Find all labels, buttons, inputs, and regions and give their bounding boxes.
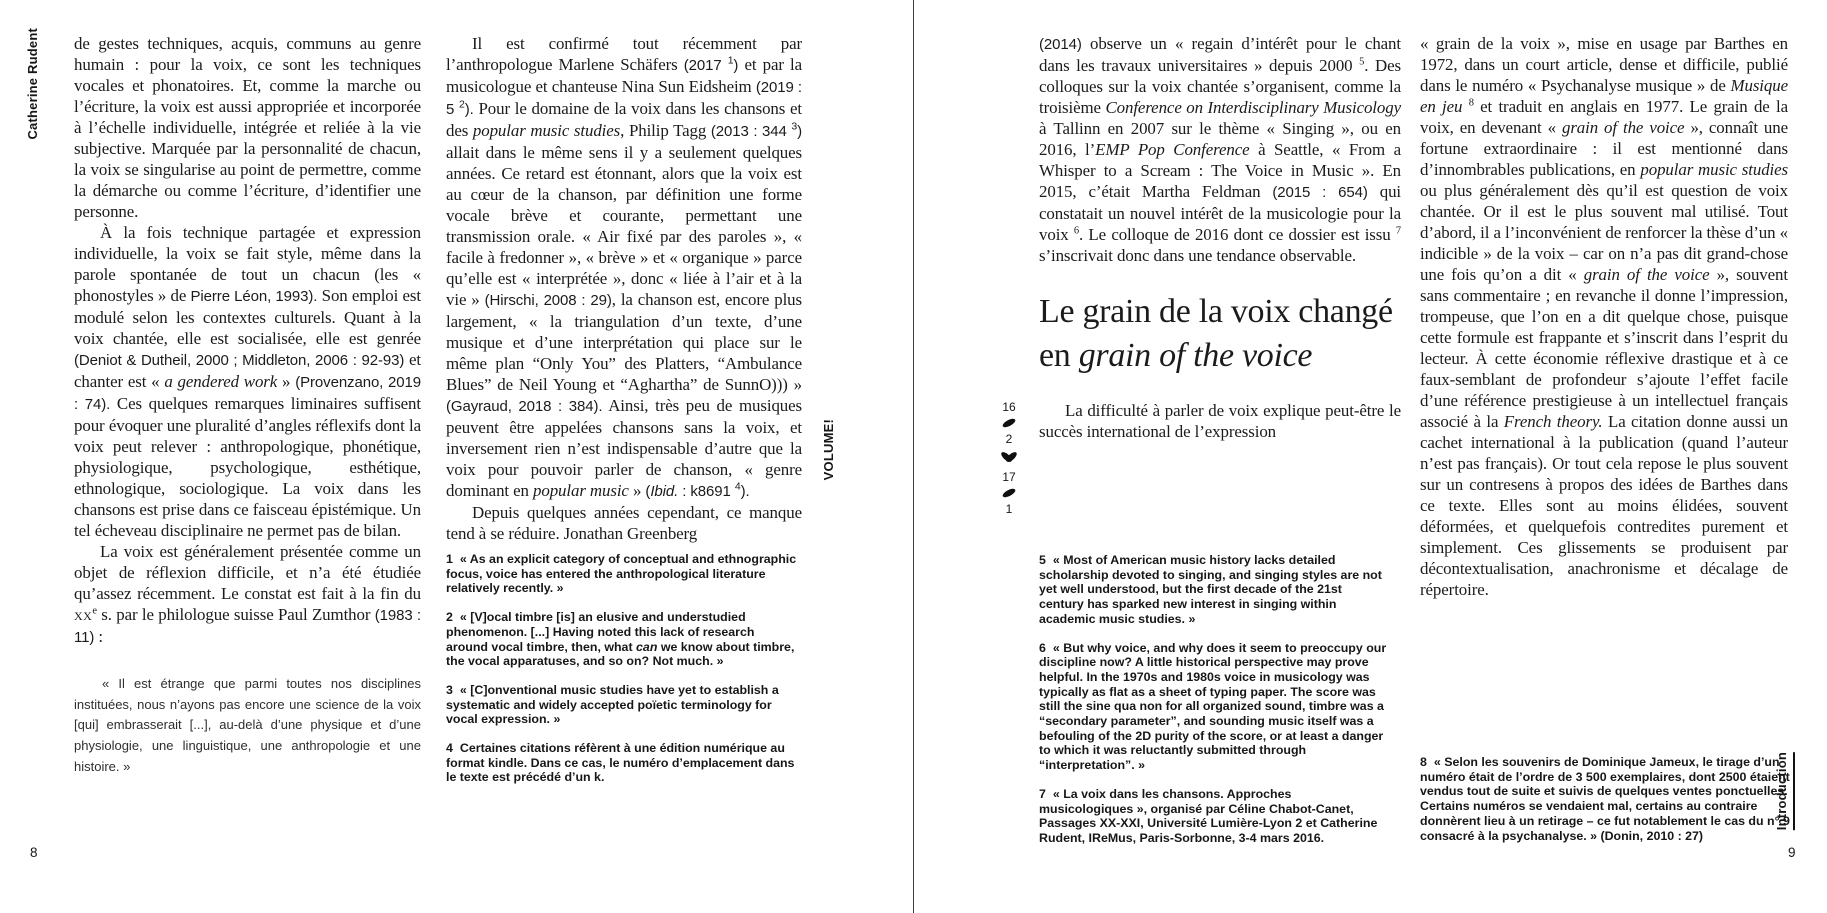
- footnote-number: 8: [1420, 755, 1427, 769]
- text-run: grain of the voice: [1583, 265, 1710, 284]
- footnote: [1039, 641, 1387, 773]
- text-run: (2013 : 344: [710, 123, 792, 140]
- text-run: », connaît une fortune extraordinaire : il est mentionné dans d’innombrables publications, en: [1420, 118, 1788, 179]
- author-margin-label: Catherine Rudent: [25, 28, 40, 140]
- page-number-left: 8: [30, 845, 38, 860]
- issue-markers: [995, 400, 1023, 516]
- footnote-number: 1: [446, 552, 453, 566]
- text-run: à Seattle, « From a Whisper to a Scream : The Voice in Music ». En 2015, c’était Martha Feldman: [1039, 140, 1401, 201]
- grain-icon: [1001, 417, 1016, 429]
- section-margin-label: Introduction: [1774, 752, 1795, 830]
- issue-number: 1: [1005, 502, 1013, 516]
- right-page-column-2: [1420, 33, 1788, 600]
- paragraph: [446, 502, 802, 544]
- text-run: « Il est étrange que parmi toutes nos disciplines instituées, nous n’ayons pas encore une science de la voix [qui] embrasserait [...], au-delà d’une physique et d’une physiologie, une linguistique, une anthropologie et une histoire. »: [74, 676, 421, 774]
- footnote: [1039, 553, 1387, 627]
- text-run: , Philip Tagg: [620, 121, 711, 140]
- text-run: observe un « regain d’intérêt pour le chant dans les travaux universitaires » depuis 2000: [1039, 34, 1401, 75]
- text-run: allait dans le même sens il y a seulement quelques années. Ce retard est étonnant, alors que la voix est au cœur de la chanson, par définition une forme vocale brève et courante, permettant une transmission orale. « Air fixé par des paroles », « facile à fredonner », « brève » et « organique » parce qu’elle est « interprétée », donc « liée à l’air et à la vie »: [446, 143, 802, 309]
- text-run: Le grain de la voix changé en: [1039, 293, 1393, 374]
- text-run: à Tallinn en 2007 sur le thème « Singing », ou en 2016, l’: [1039, 119, 1401, 159]
- text-run: Ibid.: [650, 483, 679, 500]
- text-run: popular music studies: [472, 121, 621, 140]
- footnote-number: 5: [1039, 553, 1046, 567]
- text-run: « La voix dans les chansons. Approches musicologiques », organisé par Céline Chabot-Canet, Passages XX-XXI, Université Lumière-Lyon 2 et Catherine Rudent, IReMus, Paris-Sorbonne, 3-4 mars 2016.: [1039, 786, 1378, 845]
- issue-number: 17: [1002, 470, 1016, 484]
- paragraph: [74, 541, 421, 648]
- text-run: (1983 : 11): [74, 607, 421, 646]
- text-run: (2015 : 654): [1272, 184, 1368, 201]
- text-run: À la fois technique partagée et expression individuelle, la voix se fait style, même dans la parole spontanée de tout un chacun (les « phonostyles » de: [74, 223, 421, 305]
- journal-title-vertical: VOLUME!: [821, 419, 836, 481]
- text-run: (Hirschi, 2008 : 29): [484, 292, 612, 309]
- text-run: « Most of American music history lacks detailed scholarship devoted to singing, and singing styles are not yet well understood, but the first decade of the 21st century has sparked new interest in singing within academic music studies. »: [1039, 553, 1382, 626]
- text-run: (: [645, 483, 651, 500]
- text-run: « grain de la voix », mise en usage par Barthes en 1972, dans un court article, dense et difficile, publié dans le numéro « Psychanalyse musique » de: [1420, 34, 1788, 95]
- text-run: popular music studies: [1640, 160, 1788, 179]
- text-run: :: [94, 627, 103, 646]
- text-run: ).: [464, 101, 474, 118]
- volume-logo-icon: [1000, 451, 1018, 465]
- text-run: Musique en jeu: [1420, 76, 1788, 116]
- footnote-number: 3: [446, 682, 453, 697]
- text-run: 3: [791, 121, 798, 133]
- text-run: Son emploi est modulé selon les contextes culturels. Quant à la voix chantée, elle est socialisée, elle est genrée: [74, 286, 421, 348]
- right-page-column-1-footnotes: [1039, 553, 1387, 860]
- text-run: a gendered work: [164, 372, 278, 391]
- text-run: « As an explicit category of conceptual and ethnographic focus, voice has entered the anthropological literature relatively recently. »: [446, 552, 797, 596]
- text-run: ).: [740, 483, 750, 500]
- text-run: Pierre Léon, 1993).: [190, 288, 318, 305]
- text-run: », souvent sans commentaire ; en revanche il donne l’impression, trompeuse, que l’on en a dit quelque chose, puisque cette formule est frappante et s’inscrit dans l’esprit du lecteur. À cette économie réflexive drastique et à ce faux-semblant de profondeur s’ajoute l’effet facile d’une référence prestigieuse à un intellectuel français associé à la: [1420, 265, 1788, 431]
- text-run: de gestes techniques, acquis, communs au genre humain : pour la voix, ce sont les techniques vocales et phonatoires. Et, comme la marche ou l’écriture, la voix est aussi appropriée et incorporée à l’échelle individuelle, intégrée et reliée à la vie subjective. Marquée par la personnalité de chacun, la voix se singularise au point de permettre, comme la démarche ou comme l’écriture, d’identifier une personne.: [74, 34, 421, 221]
- text-run: EMP Pop Conference: [1095, 140, 1250, 159]
- text-run: 4: [734, 481, 741, 493]
- text-run: 1: [727, 55, 734, 67]
- text-run: ): [797, 123, 803, 140]
- text-run: et traduit en anglais en 1977. Le grain de la voix, en devenant «: [1420, 97, 1788, 137]
- text-run: »: [628, 481, 646, 500]
- text-run: grain of the voice: [1078, 337, 1313, 374]
- page-gutter-divider: [913, 0, 914, 913]
- text-run: Ainsi, très peu de musiques peuvent être appelées chansons sans la voix, et inversement rien n’est indispensable d’autre que la voix pour pouvoir parler de chanson, « genre dominant en: [446, 396, 803, 500]
- text-run: 2: [458, 99, 465, 111]
- text-run: ): [733, 57, 739, 74]
- text-run: can: [636, 639, 658, 654]
- footnote-number: 6: [1039, 640, 1046, 655]
- text-run: . Le colloque de 2016 dont ce dossier est issu: [1079, 225, 1396, 244]
- text-run: (2017: [683, 57, 728, 74]
- text-run: La difficulté à parler de voix explique peut-être le succès international de l’expression: [1039, 401, 1401, 441]
- text-run: (Provenzano, 2019 : 74).: [74, 374, 422, 413]
- text-run: qui constatait un nouvel intérêt de la musicologie pour la voix: [1039, 182, 1402, 244]
- text-run: Depuis quelques années cependant, ce manque tend à se réduire. Jonathan Greenberg: [446, 503, 802, 543]
- text-run: (2019 : 5: [446, 79, 802, 118]
- footnote-number: 7: [1039, 786, 1046, 801]
- text-run: et par la musicologue et chanteuse Nina Sun Eidsheim: [446, 55, 802, 96]
- text-run: Il est confirmé tout récemment par l’anthropologue Marlene Schäfers: [446, 34, 802, 74]
- text-run: 5: [1359, 56, 1365, 68]
- text-run: La voix est généralement présentée comme un objet de réflexion difficile, et n’a été étudiée qu’assez récemment. Le constat est fait à la fin du: [74, 542, 421, 603]
- left-page-column-1: [74, 33, 421, 778]
- paragraph: [74, 33, 421, 222]
- text-run: et chanter est «: [74, 350, 421, 391]
- text-run: »: [277, 372, 296, 391]
- footnote-number: 2: [446, 610, 453, 625]
- footnote: [446, 741, 798, 785]
- section-heading: [1039, 290, 1401, 378]
- footnote: [446, 683, 798, 727]
- text-run: « Selon les souvenirs de Dominique Jameux, le tirage d’un numéro était de l’ordre de 3 500 exemplaires, dont 2500 étaient vendus tout de suite et suivis de quelques ventes ponctuelles. Certains numéros se vendaient mal, certains au contraire donnèrent lieu à un retirage – ce fut notablement le cas du n° 9 consacré à la psychanalyse. » (Donin, 2010 : 27): [1420, 755, 1790, 843]
- text-run: , la chanson est, encore plus largement, « la triangulation d’un texte, d’une musique et d’une interprétation qui place sur le même plan “Only You” des Platters, “Ambulance Blues” de Neil Young et “Aghartha” de SunnO))) »: [446, 290, 802, 394]
- issue-number: 16: [1002, 400, 1016, 414]
- block-quote: [74, 674, 421, 778]
- left-page-footnotes: [446, 552, 798, 799]
- text-run: : k8691: [678, 483, 735, 500]
- paragraph: [446, 33, 802, 502]
- paragraph: [74, 222, 421, 541]
- text-run: grain of the voice: [1561, 118, 1685, 137]
- text-run: La citation donne aussi un cachet international à la publication (quand l’auteur n’est pas français). Or tout cela repose le plus souvent sur un contresens à propos des idées de Barthes dans ce texte. Elles sont au moins élidées, souvent déformées, et quelquefois contredites purement et simplement. Ces glissements se produisent par décontextualisation, anachronisme et décalage de répertoire.: [1420, 412, 1788, 599]
- text-run: . Des colloques sur la voix chantée s’organisent, comme la troisième: [1039, 56, 1401, 117]
- text-run: ou plus généralement dès qu’il est question de voix chantée. Or il est le plus souvent mal utilisé. Tout d’abord, il a l’inconvénient de renforcer la thèse d’un « indicible » de la voix – car on n’a pas dit grand-chose une fois qu’on a dit «: [1420, 181, 1788, 284]
- text-run: s’inscrivait donc dans une tendance observable.: [1039, 246, 1357, 265]
- text-run: e: [92, 605, 97, 617]
- text-run: Ces quelques remarques liminaires suffisent pour évoquer une pluralité d’angles réflexifs dont la voix peut relever : anthropologique, phonétique, physiologique, psychologique, esthétique, ethnologique, sociologique. La voix dans les chansons est prise dans ce faisceau épistémique. Un tel écheveau disciplinaire ne permet pas de bilan.: [74, 394, 421, 540]
- text-run: Conference on Interdisciplinary Musicology: [1105, 98, 1401, 117]
- text-run: 7: [1395, 225, 1401, 237]
- issue-number: 2: [1005, 432, 1013, 446]
- text-run: Pour le domaine de la voix dans les chansons et des: [446, 99, 803, 140]
- paragraph: [1420, 33, 1788, 600]
- text-run: (Gayraud, 2018 : 384).: [446, 398, 603, 415]
- text-run: « [C]onventional music studies have yet to establish a systematic and widely accepted poïetic terminology for vocal expression. »: [446, 682, 779, 727]
- text-run: « But why voice, and why does it seem to preoccupy our discipline now? A little historical perspective may prove helpful. In the 1970s and 1980s voice in musicology was typically as flat as a sheet of typing paper. The score was still the sine qua non for all organized sound, timbre was a “secondary parameter”, and sounding music itself was a befouling of the 2D purity of the score, or at least a danger to which it was reluctantly submitted through “interpretation”. »: [1039, 640, 1387, 773]
- text-run: (2014): [1039, 36, 1082, 53]
- footnote: [446, 552, 798, 596]
- right-page-column-1: [1039, 33, 1401, 442]
- footnote: [1420, 755, 1792, 843]
- text-run: xx: [74, 605, 93, 624]
- footnote-number: 4: [446, 741, 453, 756]
- text-run: s. par le philologue suisse Paul Zumthor: [96, 605, 375, 624]
- text-run: 6: [1073, 225, 1080, 237]
- grain-icon: [1001, 487, 1016, 499]
- footnote: [446, 610, 798, 669]
- text-run: 8: [1468, 97, 1474, 109]
- text-run: Certaines citations réfèrent à une édition numérique au format kindle. Dans ce cas, le numéro d’emplacement dans le texte est précédé d’un k.: [446, 741, 795, 785]
- page-number-right: 9: [1788, 845, 1796, 860]
- paragraph: [1039, 33, 1401, 266]
- left-page-column-2: [446, 33, 802, 544]
- text-run: « [V]ocal timbre [is] an elusive and understudied phenomenon. [...] Having noted this lack of research around vocal timbre, then, what: [446, 610, 755, 654]
- text-run: popular music: [533, 481, 629, 500]
- text-run: (Deniot & Dutheil, 2000 ; Middleton, 2006 : 92-93): [74, 352, 405, 369]
- paragraph: [1039, 400, 1401, 442]
- text-run: we know about timbre, the vocal apparatuses, and so on? Not much. »: [446, 639, 795, 669]
- right-page-column-2-footnotes: [1420, 755, 1792, 857]
- footnote: [1039, 787, 1387, 846]
- text-run: French theory.: [1503, 412, 1603, 431]
